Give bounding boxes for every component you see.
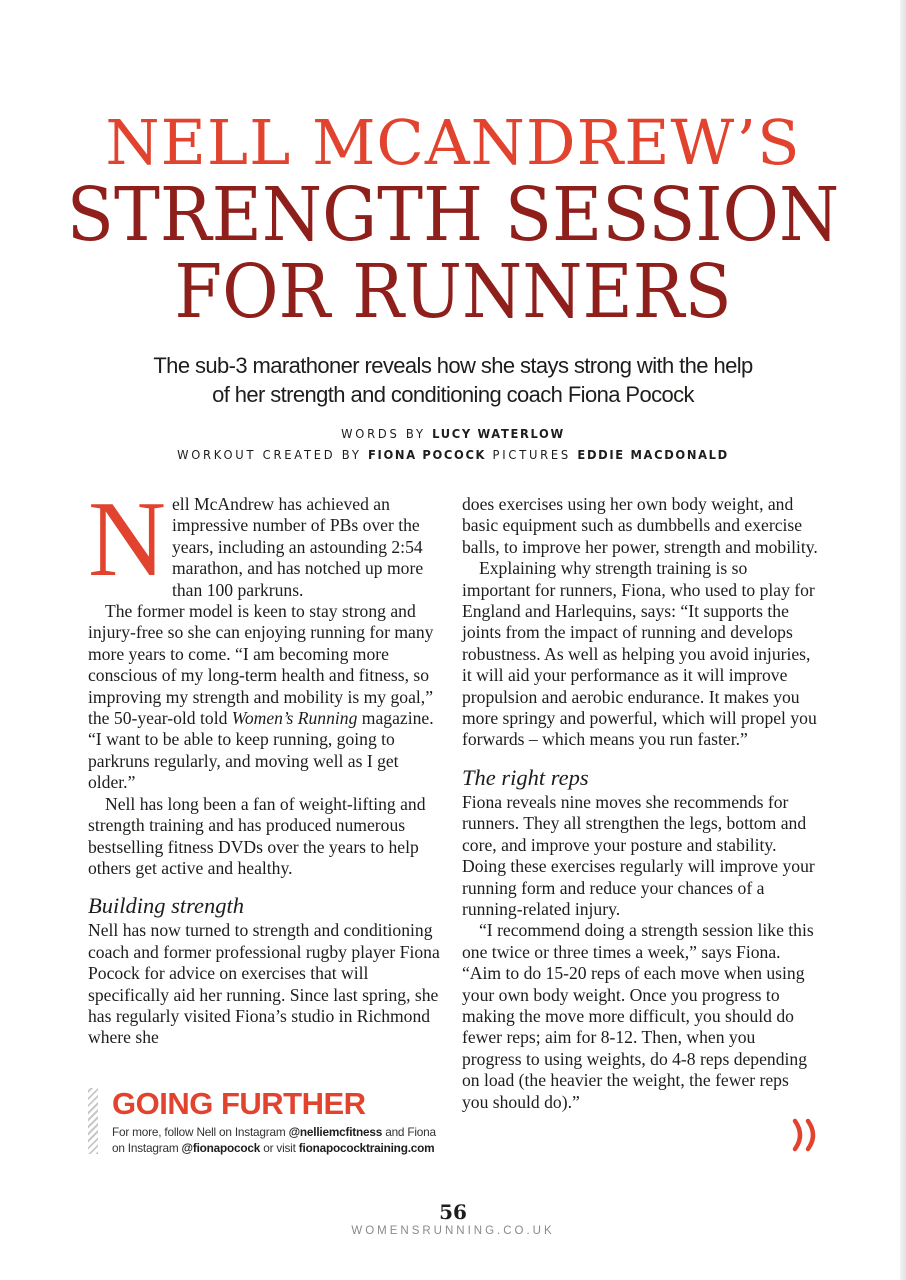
article-column-left — [88, 480, 446, 1049]
drop-cap: N — [88, 480, 166, 599]
article-paragraph-4: Nell has now turned to strength and conditioning coach and former professional rugby player Fiona Pocock for advice on exercises that will specifically aid her running. Since last spring, she has regularly visited Fiona’s studio in Richmond where she — [88, 920, 440, 1048]
article-paragraph-3: Nell has long been a fan of weight-lifting and strength training and has produced numerous bestselling fitness DVDs over the years to help others get active and healthy. — [88, 793, 426, 878]
site-url: WOMENSRUNNING.CO.UK — [351, 1225, 555, 1237]
instagram-handle-nell[interactable]: @nelliemcfitness — [288, 1125, 383, 1139]
subhead-the-right-reps: The right reps — [462, 764, 589, 790]
article-paragraph-1-text: ell McAndrew has achieved an impressive number of PBs over the years, including an astounding 2:54 marathon, and has notched up more than 100 parkruns. — [172, 494, 424, 600]
going-further-title: GOING FURTHER — [112, 1086, 366, 1121]
going-further-text-1: For more, follow Nell on Instagram — [112, 1125, 289, 1139]
page-number: 56 — [439, 1200, 467, 1224]
headline-line-3: FOR RUNNERS — [174, 249, 732, 335]
article-column-right — [462, 494, 818, 1113]
standfirst-line-1: The sub-3 marathoner reveals how she stays strong with the help — [153, 353, 753, 378]
article-paragraph-2-text-a: The former model is keen to stay strong and injury-free so she can enjoying running for many more years to come. “I am becoming more conscious of my long-term health and fitness, so improving my strength and mobility is my goal,” the 50-year-old told — [88, 601, 434, 729]
article-paragraph-4-continued: does exercises using her own body weight, and basic equipment such as dumbbells and exercise balls, to improve her power, strength and mobility. — [462, 494, 818, 557]
going-further-text — [112, 1124, 442, 1156]
going-further-text-3: or visit — [260, 1141, 299, 1155]
byline-words-label: WORDS BY — [341, 426, 426, 441]
byline-words — [36, 426, 870, 441]
standfirst — [0, 351, 906, 409]
byline-pictures-name: EDDIE MACDONALD — [577, 447, 729, 462]
article-paragraph-2 — [88, 601, 446, 794]
byline-pictures-label: PICTURES — [492, 447, 572, 462]
article-paragraph-1 — [88, 480, 446, 601]
article-paragraph-7: “I recommend doing a strength session like this one twice or three times a week,” says Fiona. “Aim to do 15-20 reps of each move when using your own body weight. Once you progress to making the move more difficult, you should do fewer reps; aim for 8-12. Then, when you progress to using weights, do 4-8 reps depending on load (the heavier the weight, the fewer reps you should do).” — [462, 920, 814, 1112]
article-paragraph-2-text-b: magazine. “I want to be able to keep running, going to parkruns regularly, and moving well as I get older.” — [88, 708, 434, 793]
page-edge-shadow — [900, 0, 906, 1280]
byline-workout-pictures — [36, 447, 870, 462]
byline-workout-label: WORKOUT CREATED BY — [177, 447, 362, 462]
article-paragraph-5: Explaining why strength training is so important for runners, Fiona, who used to play for England and Harlequins, says: “It supports the joints from the impact of running and develops robustness. As well as helping you avoid injuries, it will aid your performance as it will improve propulsion and aerobic endurance. It makes you more springy and powerful, which will propel you forwards – which means you run faster.” — [462, 558, 817, 750]
byline-author: LUCY WATERLOW — [432, 426, 565, 441]
instagram-handle-fiona[interactable]: @fionapocock — [181, 1141, 261, 1155]
headline-line-2: STRENGTH SESSION — [66, 172, 840, 258]
going-further-stripe — [88, 1088, 98, 1154]
subhead-building-strength: Building strength — [88, 893, 245, 919]
magazine-name: Women’s Running — [231, 708, 358, 729]
article-paragraph-6: Fiona reveals nine moves she recommends for runners. They all strengthen the legs, bottom and core, and improve your posture and stability. Doing these exercises regularly will improve your running form and reduce your chances of a running-related injury. — [462, 791, 815, 919]
standfirst-line-2: of her strength and conditioning coach Fiona Pocock — [212, 382, 694, 407]
headline-line-1: NELL MCANDREW’S — [105, 106, 801, 179]
website-link[interactable]: fionapococktraining.com — [298, 1141, 435, 1155]
byline-workout-name: FIONA POCOCK — [368, 447, 487, 462]
continue-arrows-icon — [792, 1118, 826, 1152]
going-further-text-2: and Fiona on Instagram — [112, 1125, 436, 1155]
